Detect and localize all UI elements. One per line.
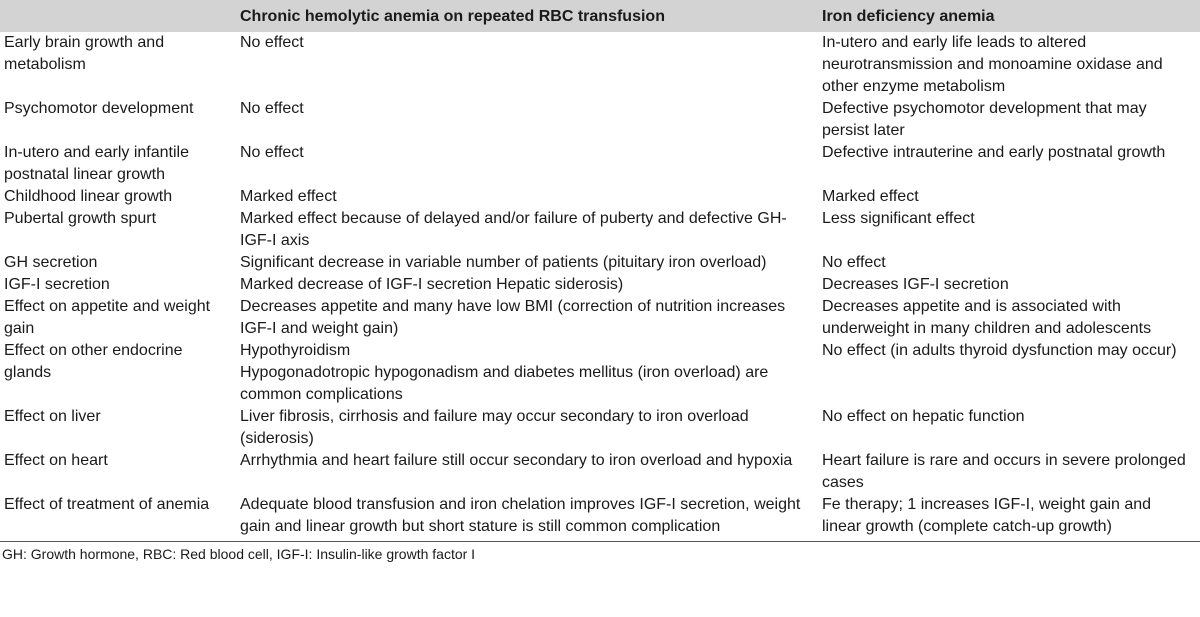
hemolytic-text: Marked effect because of delayed and/or failure of puberty and defective GH-IGF-I axis <box>240 210 787 249</box>
row-feature-cell: IGF-I secretion <box>4 276 110 293</box>
table-row <box>0 98 1200 142</box>
iron-text: Decreases IGF-I secretion <box>822 276 1009 293</box>
table-row <box>0 296 1200 340</box>
row-iron-cell <box>814 208 1200 252</box>
row-iron-cell <box>814 340 1200 406</box>
hemolytic-text: No effect <box>240 100 304 117</box>
row-iron-cell <box>814 252 1200 274</box>
row-hemolytic-cell <box>232 450 814 494</box>
row-hemolytic-cell <box>232 494 814 540</box>
hemolytic-text: Marked effect <box>240 188 337 205</box>
hemolytic-text: Liver fibrosis, cirrhosis and failure may occur secondary to iron overload (siderosis) <box>240 408 749 447</box>
row-iron-cell <box>814 494 1200 540</box>
table-row <box>0 274 1200 296</box>
row-feature-cell: Psychomotor development <box>4 100 194 117</box>
hemolytic-text: Marked decrease of IGF-I secretion Hepatic siderosis) <box>240 276 624 293</box>
row-feature-cell: Effect on other endocrine glands <box>4 342 183 381</box>
table-header <box>0 0 1200 32</box>
row-hemolytic-cell <box>232 406 814 450</box>
iron-text: No effect <box>822 254 886 271</box>
table-row <box>0 494 1200 540</box>
header-row <box>0 0 1200 32</box>
table-row <box>0 186 1200 208</box>
iron-text: No effect (in adults thyroid dysfunction may occur) <box>822 342 1177 359</box>
row-hemolytic-cell <box>232 32 814 98</box>
header-feature <box>0 0 232 32</box>
row-iron-cell <box>814 186 1200 208</box>
iron-text: Marked effect <box>822 188 919 205</box>
table-row <box>0 142 1200 186</box>
table-row <box>0 252 1200 274</box>
hemolytic-text: Significant decrease in variable number of patients (pituitary iron overload) <box>240 254 767 271</box>
header-iron-deficiency-anemia: Iron deficiency anemia <box>822 8 995 25</box>
iron-text: Heart failure is rare and occurs in severe prolonged cases <box>822 452 1186 491</box>
hemolytic-text: No effect <box>240 34 304 51</box>
row-feature-cell: Effect of treatment of anemia <box>4 496 210 513</box>
hemolytic-text: Hypogonadotropic hypogonadism and diabetes mellitus (iron overload) are common complications <box>240 364 769 403</box>
table-row <box>0 450 1200 494</box>
row-feature-cell: Effect on liver <box>4 408 101 425</box>
row-iron-cell <box>814 406 1200 450</box>
iron-text: Less significant effect <box>822 210 975 227</box>
table-body <box>0 32 1200 540</box>
row-feature-cell: Effect on heart <box>4 452 108 469</box>
iron-text: Defective intrauterine and early postnatal growth <box>822 144 1166 161</box>
table-row <box>0 406 1200 450</box>
hemolytic-text: Hypothyroidism <box>240 342 351 359</box>
hemolytic-text: Decreases appetite and many have low BMI (correction of nutrition increases IGF-I and weight gain) <box>240 298 786 337</box>
iron-text: Defective psychomotor development that may persist later <box>822 100 1147 139</box>
iron-text: Decreases appetite and is associated with underweight in many children and adolescents <box>822 298 1152 337</box>
table-row <box>0 32 1200 98</box>
row-iron-cell <box>814 296 1200 340</box>
row-feature-cell: Childhood linear growth <box>4 188 173 205</box>
row-feature-cell: Pubertal growth spurt <box>4 210 157 227</box>
hemolytic-text: No effect <box>240 144 304 161</box>
hemolytic-text: Arrhythmia and heart failure still occur secondary to iron overload and hypoxia <box>240 452 793 469</box>
row-hemolytic-cell <box>232 142 814 186</box>
row-hemolytic-cell <box>232 340 814 406</box>
row-feature-cell: Effect on appetite and weight gain <box>4 298 211 337</box>
table-bottom-rule <box>0 541 1200 542</box>
hemolytic-text: Adequate blood transfusion and iron chelation improves IGF-I secretion, weight gain and linear growth but short stature is still common complication <box>240 496 801 535</box>
row-feature-cell: In-utero and early infantile postnatal linear growth <box>4 144 189 183</box>
row-feature-cell: GH secretion <box>4 254 98 271</box>
row-iron-cell <box>814 98 1200 142</box>
iron-text: In-utero and early life leads to altered neurotransmission and monoamine oxidase and other enzyme metabolism <box>822 34 1163 95</box>
row-hemolytic-cell <box>232 186 814 208</box>
row-iron-cell <box>814 450 1200 494</box>
row-iron-cell <box>814 142 1200 186</box>
header-hemolytic-anemia: Chronic hemolytic anemia on repeated RBC transfusion <box>240 8 665 25</box>
table-row <box>0 208 1200 252</box>
row-hemolytic-cell <box>232 98 814 142</box>
table-row <box>0 340 1200 406</box>
row-hemolytic-cell <box>232 252 814 274</box>
row-iron-cell <box>814 274 1200 296</box>
row-hemolytic-cell <box>232 208 814 252</box>
row-hemolytic-cell <box>232 296 814 340</box>
iron-text: Fe therapy; 1 increases IGF-I, weight gain and linear growth (complete catch-up growth) <box>822 496 1152 535</box>
table-footnote: GH: Growth hormone, RBC: Red blood cell, IGF-I: Insulin-like growth factor I <box>2 546 476 562</box>
row-hemolytic-cell <box>232 274 814 296</box>
row-iron-cell <box>814 32 1200 98</box>
iron-text: No effect on hepatic function <box>822 408 1025 425</box>
row-feature-cell: Early brain growth and metabolism <box>4 34 165 73</box>
